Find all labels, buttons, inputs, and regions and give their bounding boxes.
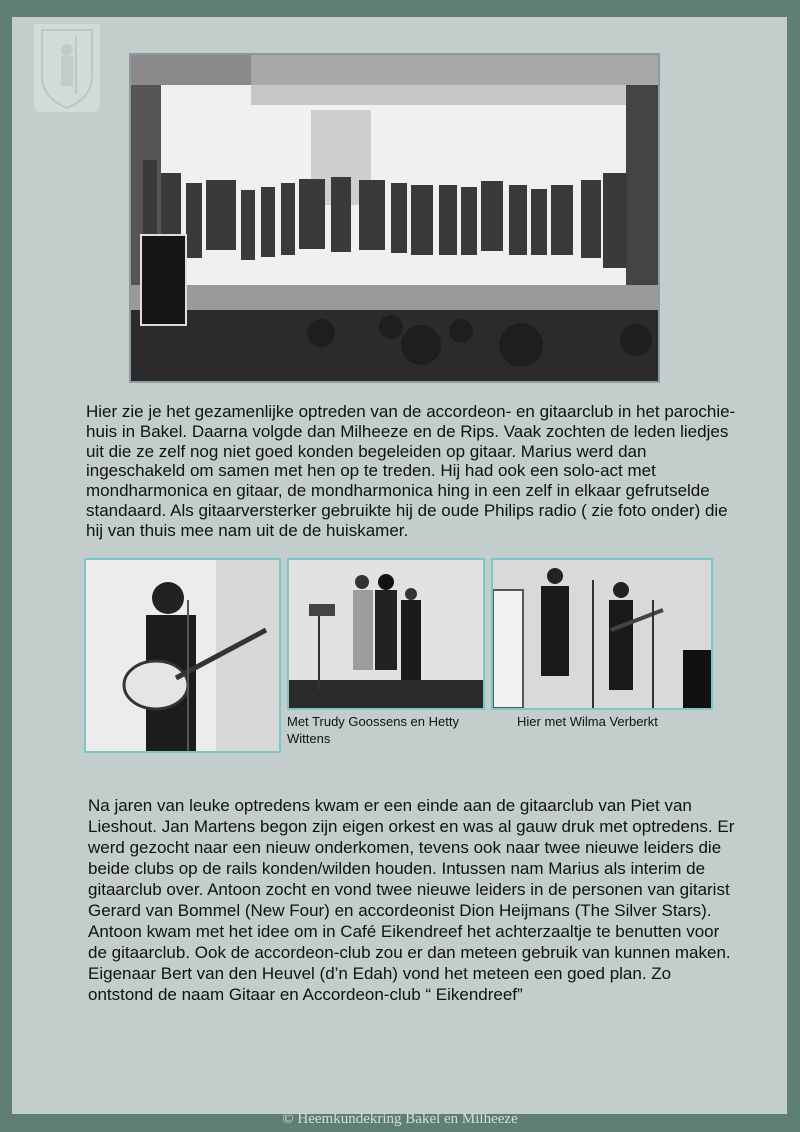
photo-caption-left: Met Trudy Goossens en Hetty Wittens bbox=[287, 714, 459, 746]
stage-performance-photo bbox=[129, 53, 660, 383]
heraldic-logo-icon bbox=[34, 24, 100, 112]
history-paragraph: Na jaren van leuke optredens kwam er een einde aan de gitaarclub van Piet van Lieshout. Jan Martens begon zijn eigen orkest en was al gauw druk met optredens. Er werd gezocht naar een nieuw onderkomen, tevens ook naar twee nieuwe leiders die beide clubs op de rails konden/wilden houden. Intussen nam Marius als interim de gitaarclub over. Antoon zocht en vond twee nieuwe leiders in de personen van gitarist Gerard van Bommel (New Four) en accordeonist Dion Heijmans (The Silver Stars). Antoon kwam met het idee om in Café Eikendreef het achterzaaltje te benutten voor de gitaarclub. Ook de accordeon-club zou er dan meteen gebruik van kunnen maken. Eigenaar Bert van den Heuvel (d’n Edah) vond het meteen een goed plan. Zo ontstond de naam Gitaar en Accordeon-club “ Eikendreef” bbox=[88, 796, 735, 1004]
wilma-performance-photo bbox=[491, 558, 713, 710]
intro-paragraph: Hier zie je het gezamenlijke optreden van de accordeon- en gitaarclub in het parochie-huis in Bakel. Daarna volgde dan Milheeze en de Rips. Vaak zochten de leden liedjes uit die ze zelf nog niet goed konden begeleiden op gitaar. Marius werd dan ingeschakeld om samen met hen op te treden. Hij had ook een solo-act met mondharmonica en gitaar, de mondharmonica hing in een zelf in elkaar gefrutselde standaard. Als gitaarversterker gebruikte hij de oude Philips radio ( zie foto onder) die hij van thuis mee nam uit de de huiskamer. bbox=[86, 402, 736, 540]
photo-caption-right: Hier met Wilma Verberkt bbox=[517, 714, 658, 729]
trio-performance-photo bbox=[287, 558, 485, 710]
marius-guitar-photo bbox=[84, 558, 281, 753]
copyright-footer: © Heemkundekring Bakel en Milheeze bbox=[282, 1111, 518, 1127]
